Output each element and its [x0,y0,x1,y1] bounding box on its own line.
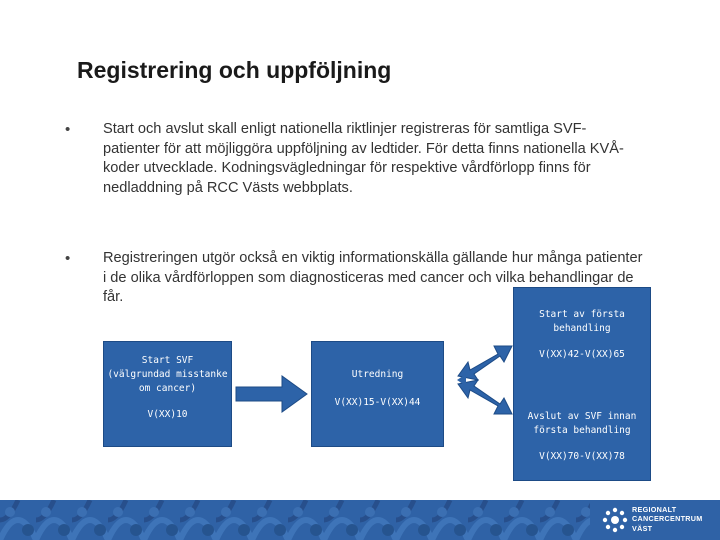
bullet-item [65,120,645,198]
right-arrow-icon [234,373,310,415]
logo-text [632,505,703,533]
utredning-code: V(XX)15-V(XX)44 [334,397,421,408]
start-box-line2: (välgrundad misstanke [107,369,228,380]
treatment-line2: behandling [553,323,611,334]
logo-line3: VÄST [632,523,653,533]
exit-line2: första behandling [533,425,631,436]
utredning-box [311,341,444,447]
logo-line1: REGIONALT [632,505,677,514]
exit-code: V(XX)70-V(XX)78 [539,451,625,462]
exit-line1: Avslut av SVF innan [527,411,637,422]
start-box-line3: om cancer) [138,383,197,394]
bullet-marker: • [65,250,71,267]
outcome-box [513,287,651,481]
start-box-code: V(XX)10 [147,409,188,420]
rcc-vast-logo [600,503,715,537]
bullet-marker: • [65,121,71,138]
bullet-text: Registreringen utgör också en viktig informationskälla gällande hur många patienter i de olika vårdförloppen som diagnosticeras med cancer och vilka behandlingar de får. [103,250,643,305]
page-title: Registrering och uppföljning [77,57,392,83]
treatment-line1: Start av första [539,309,625,320]
start-box-line1: Start SVF [141,355,194,366]
logo-line2: CANCERCENTRUM [632,514,703,524]
sun-logo-icon [600,505,630,535]
utredning-label: Utredning [351,369,404,380]
start-svf-box [103,341,232,447]
bullet-text: Start och avslut skall enligt nationella riktlinjer registreras för samtliga SVF-patienter för att möjliggöra uppföljning av ledtider. För detta finns nationella KVÅ-koder utvecklade. Kodningsvägledningar för respektive vårdförlopp finns för nedladdning på RCC Västs webbplats. [103,121,624,196]
fork-arrow-icon [454,340,516,420]
treatment-code: V(XX)42-V(XX)65 [539,349,625,360]
footer-pattern [0,500,590,540]
